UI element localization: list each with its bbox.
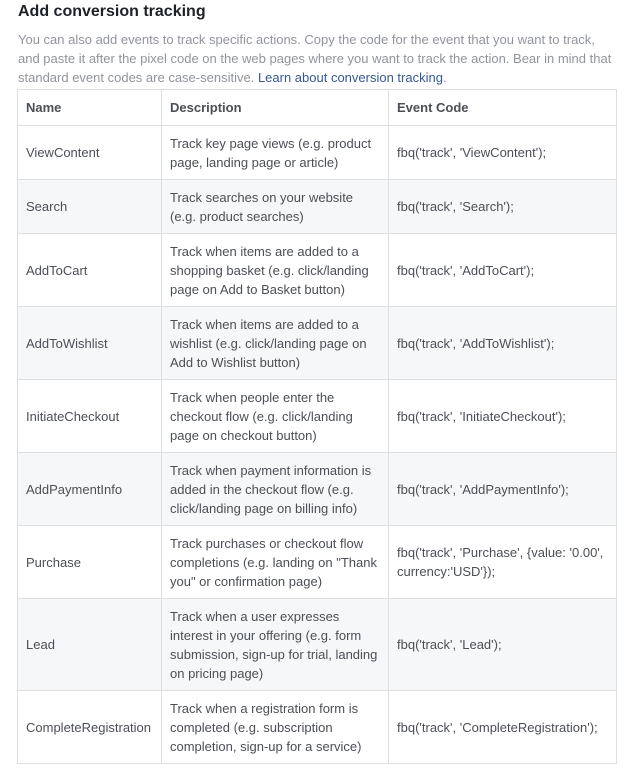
event-name: Lead xyxy=(18,599,162,691)
event-code[interactable]: fbq('track', 'InitiateCheckout'); xyxy=(389,380,617,453)
event-code[interactable]: fbq('track', 'Search'); xyxy=(389,180,617,234)
intro-text xyxy=(18,30,618,87)
event-code[interactable]: fbq('track', 'CompleteRegistration'); xyxy=(389,691,617,764)
event-description: Track when a user expresses interest in your offering (e.g. form submission, sign-up for trial, landing on pricing page) xyxy=(162,599,389,691)
column-header-description: Description xyxy=(162,90,389,126)
event-code[interactable]: fbq('track', 'ViewContent'); xyxy=(389,126,617,180)
table-row xyxy=(18,126,617,180)
table-row xyxy=(18,307,617,380)
event-code[interactable]: fbq('track', 'AddToWishlist'); xyxy=(389,307,617,380)
event-code[interactable]: fbq('track', 'Purchase', {value: '0.00', currency:'USD'}); xyxy=(389,526,617,599)
event-description: Track when payment information is added in the checkout flow (e.g. click/landing page on billing info) xyxy=(162,453,389,526)
event-name: ViewContent xyxy=(18,126,162,180)
event-name: CompleteRegistration xyxy=(18,691,162,764)
intro-body: You can also add events to track specific actions. Copy the code for the event that you want to track, and paste it after the pixel code on the web pages where you want to track the action. Bear in mind that standard event codes are case-sensitive. xyxy=(18,32,612,85)
events-table xyxy=(17,89,617,764)
event-name: Purchase xyxy=(18,526,162,599)
event-description: Track key page views (e.g. product page, landing page or article) xyxy=(162,126,389,180)
table-row xyxy=(18,380,617,453)
event-description: Track when a registration form is completed (e.g. subscription completion, sign-up for a service) xyxy=(162,691,389,764)
event-description: Track when items are added to a shopping basket (e.g. click/landing page on Add to Basket button) xyxy=(162,234,389,307)
column-header-event-code: Event Code xyxy=(389,90,617,126)
event-description: Track searches on your website (e.g. product searches) xyxy=(162,180,389,234)
table-row xyxy=(18,599,617,691)
event-description: Track purchases or checkout flow completions (e.g. landing on "Thank you" or confirmation page) xyxy=(162,526,389,599)
event-name: Search xyxy=(18,180,162,234)
table-row xyxy=(18,526,617,599)
intro-period: . xyxy=(442,70,447,85)
column-header-name: Name xyxy=(18,90,162,126)
learn-conversion-tracking-link[interactable]: Learn about conversion tracking xyxy=(257,70,443,85)
event-description: Track when items are added to a wishlist (e.g. click/landing page on Add to Wishlist button) xyxy=(162,307,389,380)
event-name: AddToCart xyxy=(18,234,162,307)
table-row xyxy=(18,180,617,234)
page-title: Add conversion tracking xyxy=(18,3,206,20)
event-name: AddPaymentInfo xyxy=(18,453,162,526)
table-row xyxy=(18,691,617,764)
event-description: Track when people enter the checkout flow (e.g. click/landing page on checkout button) xyxy=(162,380,389,453)
event-name: AddToWishlist xyxy=(18,307,162,380)
table-header-row xyxy=(18,90,617,126)
event-code[interactable]: fbq('track', 'AddToCart'); xyxy=(389,234,617,307)
event-code[interactable]: fbq('track', 'AddPaymentInfo'); xyxy=(389,453,617,526)
table-row xyxy=(18,234,617,307)
event-code[interactable]: fbq('track', 'Lead'); xyxy=(389,599,617,691)
event-name: InitiateCheckout xyxy=(18,380,162,453)
table-row xyxy=(18,453,617,526)
